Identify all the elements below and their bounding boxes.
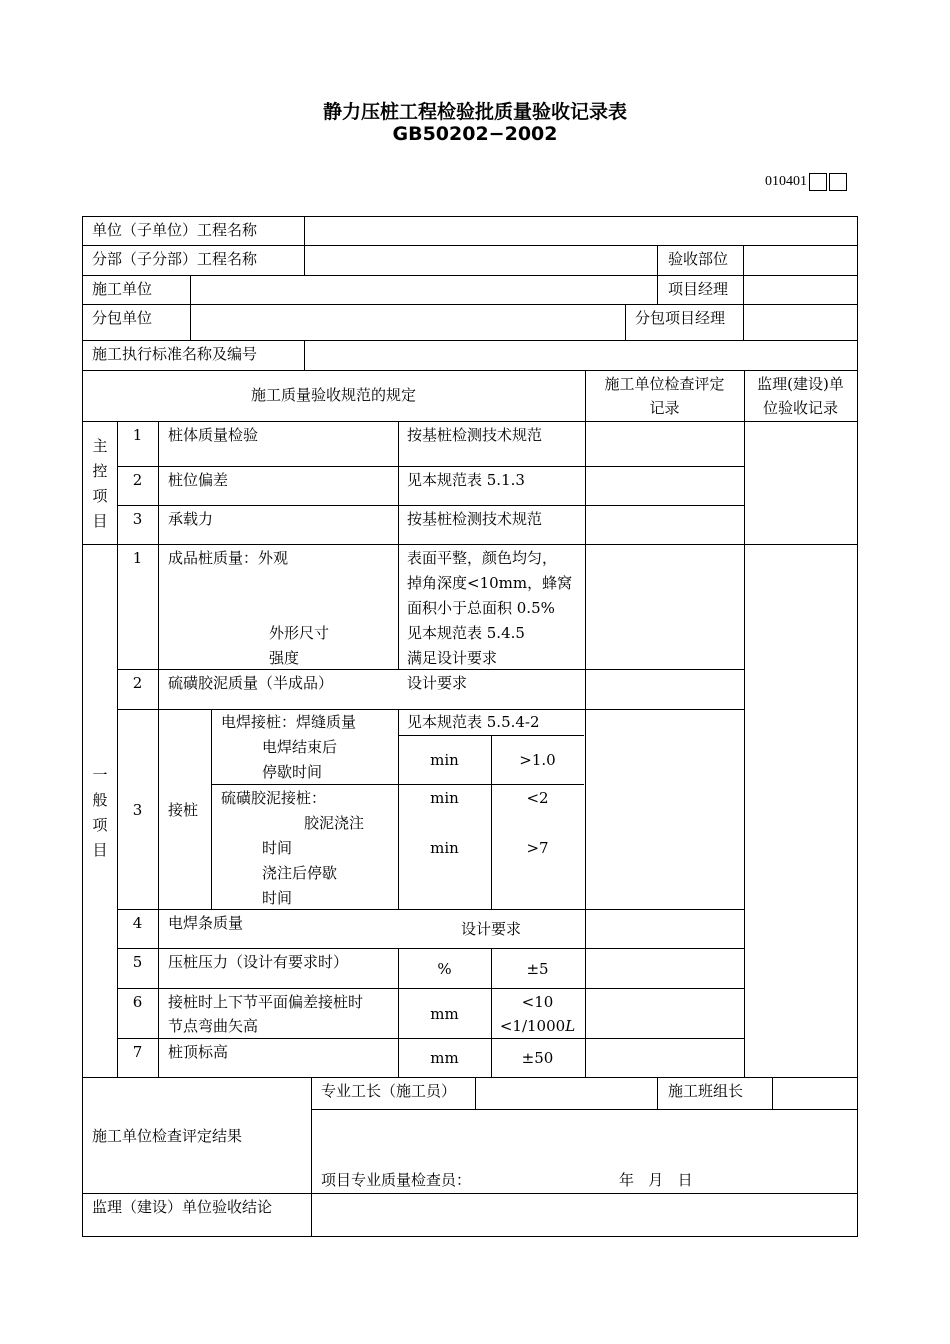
gen-row-7-no: 7: [132, 1043, 143, 1061]
gen-row-6-value-1: <10: [521, 993, 554, 1011]
gen-row-6-unit: mm: [430, 1005, 459, 1023]
general-label-3: 项: [92, 816, 108, 834]
weld-end-label-2: 停歇时间: [262, 763, 323, 781]
gen-row-7-unit: mm: [430, 1049, 459, 1067]
weld-end-label-1: 电焊结束后: [262, 738, 338, 756]
main-row-3-spec: 按基桩检测技术规范: [407, 510, 543, 528]
pour-time-label-1: 胶泥浇注: [304, 814, 365, 832]
gen-row-1-size: 外形尺寸: [269, 624, 330, 642]
after-pour-label-2: 时间: [262, 889, 293, 907]
subcontractor-label: 分包单位: [92, 309, 153, 327]
main-row-1-spec: 按基桩检测技术规范: [407, 426, 543, 444]
general-label-2: 般: [92, 791, 108, 809]
col-supervisor-header-2: 位验收记录: [762, 399, 838, 417]
weld-quality-label: 电焊接桩：焊缝质量: [221, 713, 357, 731]
gen-row-1-spec-3: 面积小于总面积 0.5%: [407, 599, 555, 617]
gen-row-5-no: 5: [132, 953, 143, 971]
standard-code: GB50202−2002: [392, 123, 558, 145]
gen-row-1-item: 成品桩质量：外观: [168, 549, 289, 567]
contractor-label: 施工单位: [92, 280, 153, 298]
form-number-text: 010401: [765, 174, 807, 189]
general-label-4: 目: [92, 841, 108, 859]
main-control-label-3: 项: [92, 487, 108, 505]
standard-label: 施工执行标准名称及编号: [92, 345, 258, 363]
gen-row-6-value-2: [491, 1014, 584, 1039]
weld-end-unit: min: [430, 751, 459, 769]
contractor-result-label: 施工单位检查评定结果: [92, 1127, 243, 1145]
pour-time-label-2: 时间: [262, 839, 293, 857]
gen-row-7-item: 桩顶标高: [168, 1043, 229, 1061]
gen-row-6-value-2-var: L: [565, 1017, 576, 1035]
gen-row-1-spec-4: 见本规范表 5.4.5: [407, 624, 525, 642]
main-row-3-item: 承载力: [168, 510, 214, 528]
weld-end-value: >1.0: [519, 751, 556, 769]
supervisor-conclusion-label: 监理（建设）单位验收结论: [92, 1198, 273, 1216]
gen-row-6-item-1: 接桩时上下节平面偏差接桩时: [168, 993, 364, 1011]
acceptance-part-label: 验收部位: [668, 250, 729, 268]
gen-row-6-value-2-num: <1/1000: [499, 1017, 566, 1035]
gen-row-4-no: 4: [132, 914, 143, 932]
sulfur-joint-label: 硫磺胶泥接桩：: [221, 789, 327, 807]
gen-row-2-item: 硫磺胶泥质量（半成品）: [168, 674, 334, 692]
main-control-label-2: 控: [92, 462, 108, 480]
gen-row-6-item-2: 节点弯曲矢高: [168, 1017, 259, 1035]
project-name-label: 单位（子单位）工程名称: [92, 221, 258, 239]
col-contractor-header-2: 记录: [649, 399, 680, 417]
foreman-label: 专业工长（施工员）: [321, 1082, 457, 1100]
gen-row-4-spec: 设计要求: [460, 920, 521, 938]
main-row-1-no: 1: [132, 426, 143, 444]
after-pour-label-1: 浇注后停歇: [262, 864, 338, 882]
gen-row-2-spec: 设计要求: [407, 674, 468, 692]
pour-time-value: <2: [526, 789, 549, 807]
col-supervisor-header-1: 监理(建设)单: [757, 375, 844, 393]
general-label-1: 一: [92, 766, 108, 784]
col-contractor-header-1: 施工单位检查评定: [604, 375, 725, 393]
after-pour-unit: min: [430, 839, 459, 857]
sub-project-manager-label: 分包项目经理: [635, 309, 726, 327]
pour-time-unit: min: [430, 789, 459, 807]
gen-row-1-spec-1: 表面平整，颜色均匀，: [407, 549, 558, 567]
gen-row-1-spec-2: 掉角深度<10mm，蜂窝: [407, 574, 573, 592]
project-manager-label: 项目经理: [668, 280, 729, 298]
form-title: 静力压桩工程检验批质量验收记录表: [322, 101, 627, 123]
gen-row-7-value: ±50: [521, 1049, 554, 1067]
main-row-2-spec: 见本规范表 5.1.3: [407, 471, 525, 489]
gen-row-2-no: 2: [132, 674, 143, 692]
col-spec-header: 施工质量验收规范的规定: [250, 386, 416, 404]
main-control-label-1: 主: [92, 437, 108, 455]
gen-row-3-no: 3: [132, 801, 143, 819]
gen-row-6-no: 6: [132, 993, 143, 1011]
inspector-label: 项目专业质量检查员：: [321, 1171, 472, 1189]
gen-row-5-item: 压桩压力（设计有要求时）: [168, 953, 349, 971]
gen-row-3-group: 接桩: [168, 801, 199, 819]
after-pour-value: >7: [526, 839, 549, 857]
gen-row-4-item: 电焊条质量: [168, 914, 244, 932]
main-row-3-no: 3: [132, 510, 143, 528]
main-control-label-4: 目: [92, 512, 108, 530]
sub-project-label: 分部（子分部）工程名称: [92, 250, 258, 268]
gen-row-5-value: ±5: [526, 960, 549, 978]
inspection-date: 年 月 日: [619, 1171, 693, 1189]
gen-row-5-unit: %: [437, 960, 452, 978]
main-row-1-item: 桩体质量检验: [168, 426, 259, 444]
team-leader-label: 施工班组长: [668, 1082, 744, 1100]
weld-quality-spec: 见本规范表 5.5.4-2: [407, 713, 540, 731]
gen-row-1-no: 1: [132, 549, 143, 567]
gen-row-1-strength: 强度: [269, 649, 300, 667]
main-row-2-item: 桩位偏差: [168, 471, 229, 489]
main-row-2-no: 2: [132, 471, 143, 489]
gen-row-1-spec-5: 满足设计要求: [407, 649, 498, 667]
